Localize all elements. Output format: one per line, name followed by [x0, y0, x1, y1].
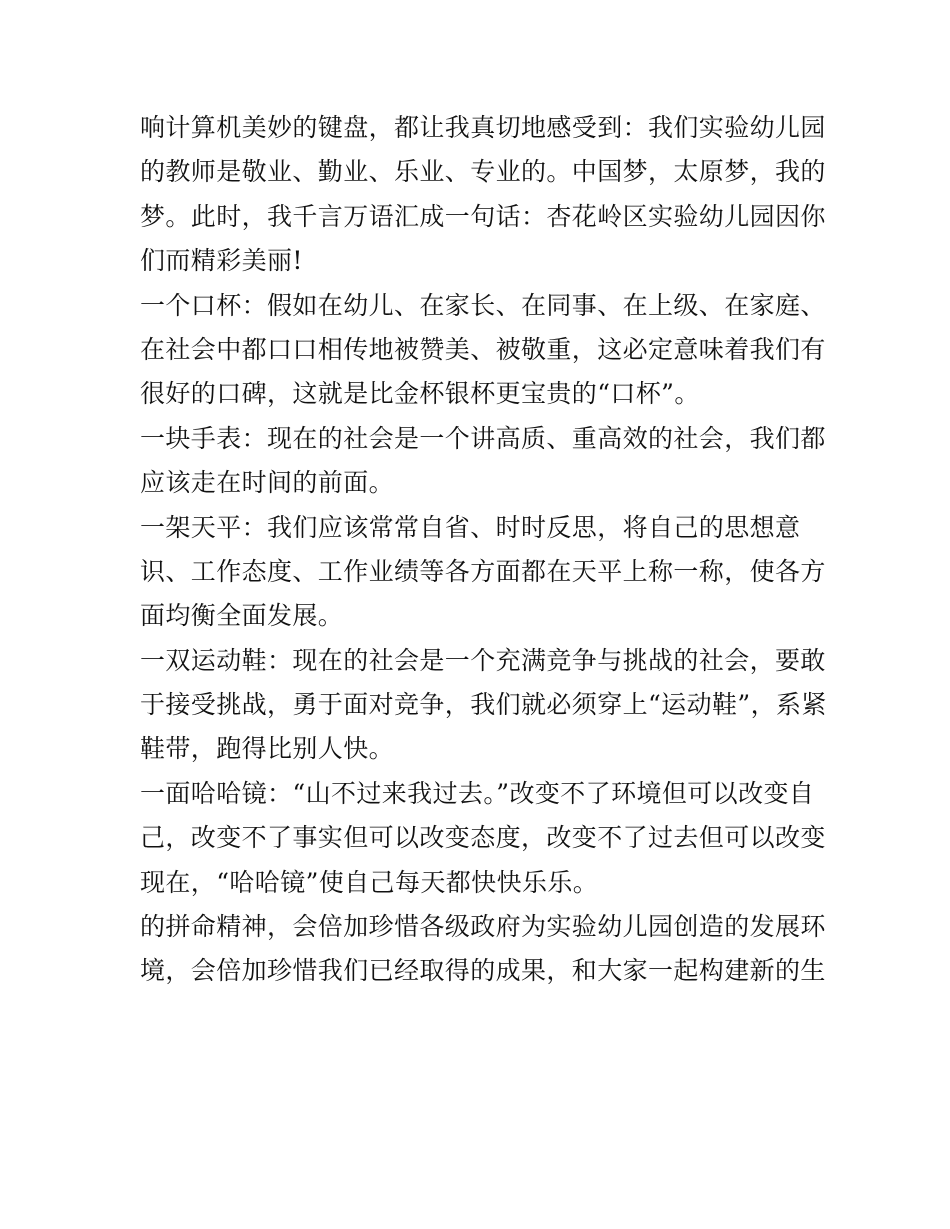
text-line: 很好的口碑，这就是比金杯银杯更宝贵的“口杯”。 — [140, 379, 700, 409]
text-line: 一面哈哈镜：“山不过来我过去。”改变不了环境但可以改变自 — [140, 778, 815, 808]
text-line: 现在，“哈哈镜”使自己每天都快快乐乐。 — [140, 867, 599, 897]
text-line: 己，改变不了事实但可以改变态度，改变不了过去但可以改变 — [140, 823, 826, 853]
text-line: 鞋带，跑得比别人快。 — [140, 734, 395, 764]
text-line: 境，会倍加珍惜我们已经取得的成果，和大家一起构建新的生 — [140, 956, 826, 986]
text-line: 梦。此时，我千言万语汇成一句话：杏花岭区实验幼儿园因你 — [140, 201, 826, 231]
text-line: 的拼命精神，会倍加珍惜各级政府为实验幼儿园创造的发展环 — [140, 912, 826, 942]
text-line: 们而精彩美丽! — [140, 246, 303, 276]
text-line: 在社会中都口口相传地被赞美、被敬重，这必定意味着我们有 — [140, 334, 826, 364]
text-line: 一块手表：现在的社会是一个讲高质、重高效的社会，我们都 — [140, 423, 826, 453]
text-line: 于接受挑战，勇于面对竞争，我们就必须穿上“运动鞋”，系紧 — [140, 690, 827, 720]
document-text — [140, 106, 827, 994]
text-line: 一架天平：我们应该常常自省、时时反思，将自己的思想意 — [140, 512, 801, 542]
text-line: 的教师是敬业、勤业、乐业、专业的。中国梦，太原梦，我的 — [140, 157, 826, 187]
text-line: 一双运动鞋：现在的社会是一个充满竞争与挑战的社会，要敢 — [140, 645, 826, 675]
text-line: 识、工作态度、工作业绩等各方面都在天平上称一称，使各方 — [140, 556, 826, 586]
text-line: 响计算机美妙的键盘，都让我真切地感受到：我们实验幼儿园 — [140, 113, 826, 142]
text-line: 面均衡全面发展。 — [140, 601, 344, 631]
text-line: 应该走在时间的前面。 — [140, 468, 395, 498]
text-line: 一个口杯：假如在幼儿、在家长、在同事、在上级、在家庭、 — [140, 290, 826, 320]
